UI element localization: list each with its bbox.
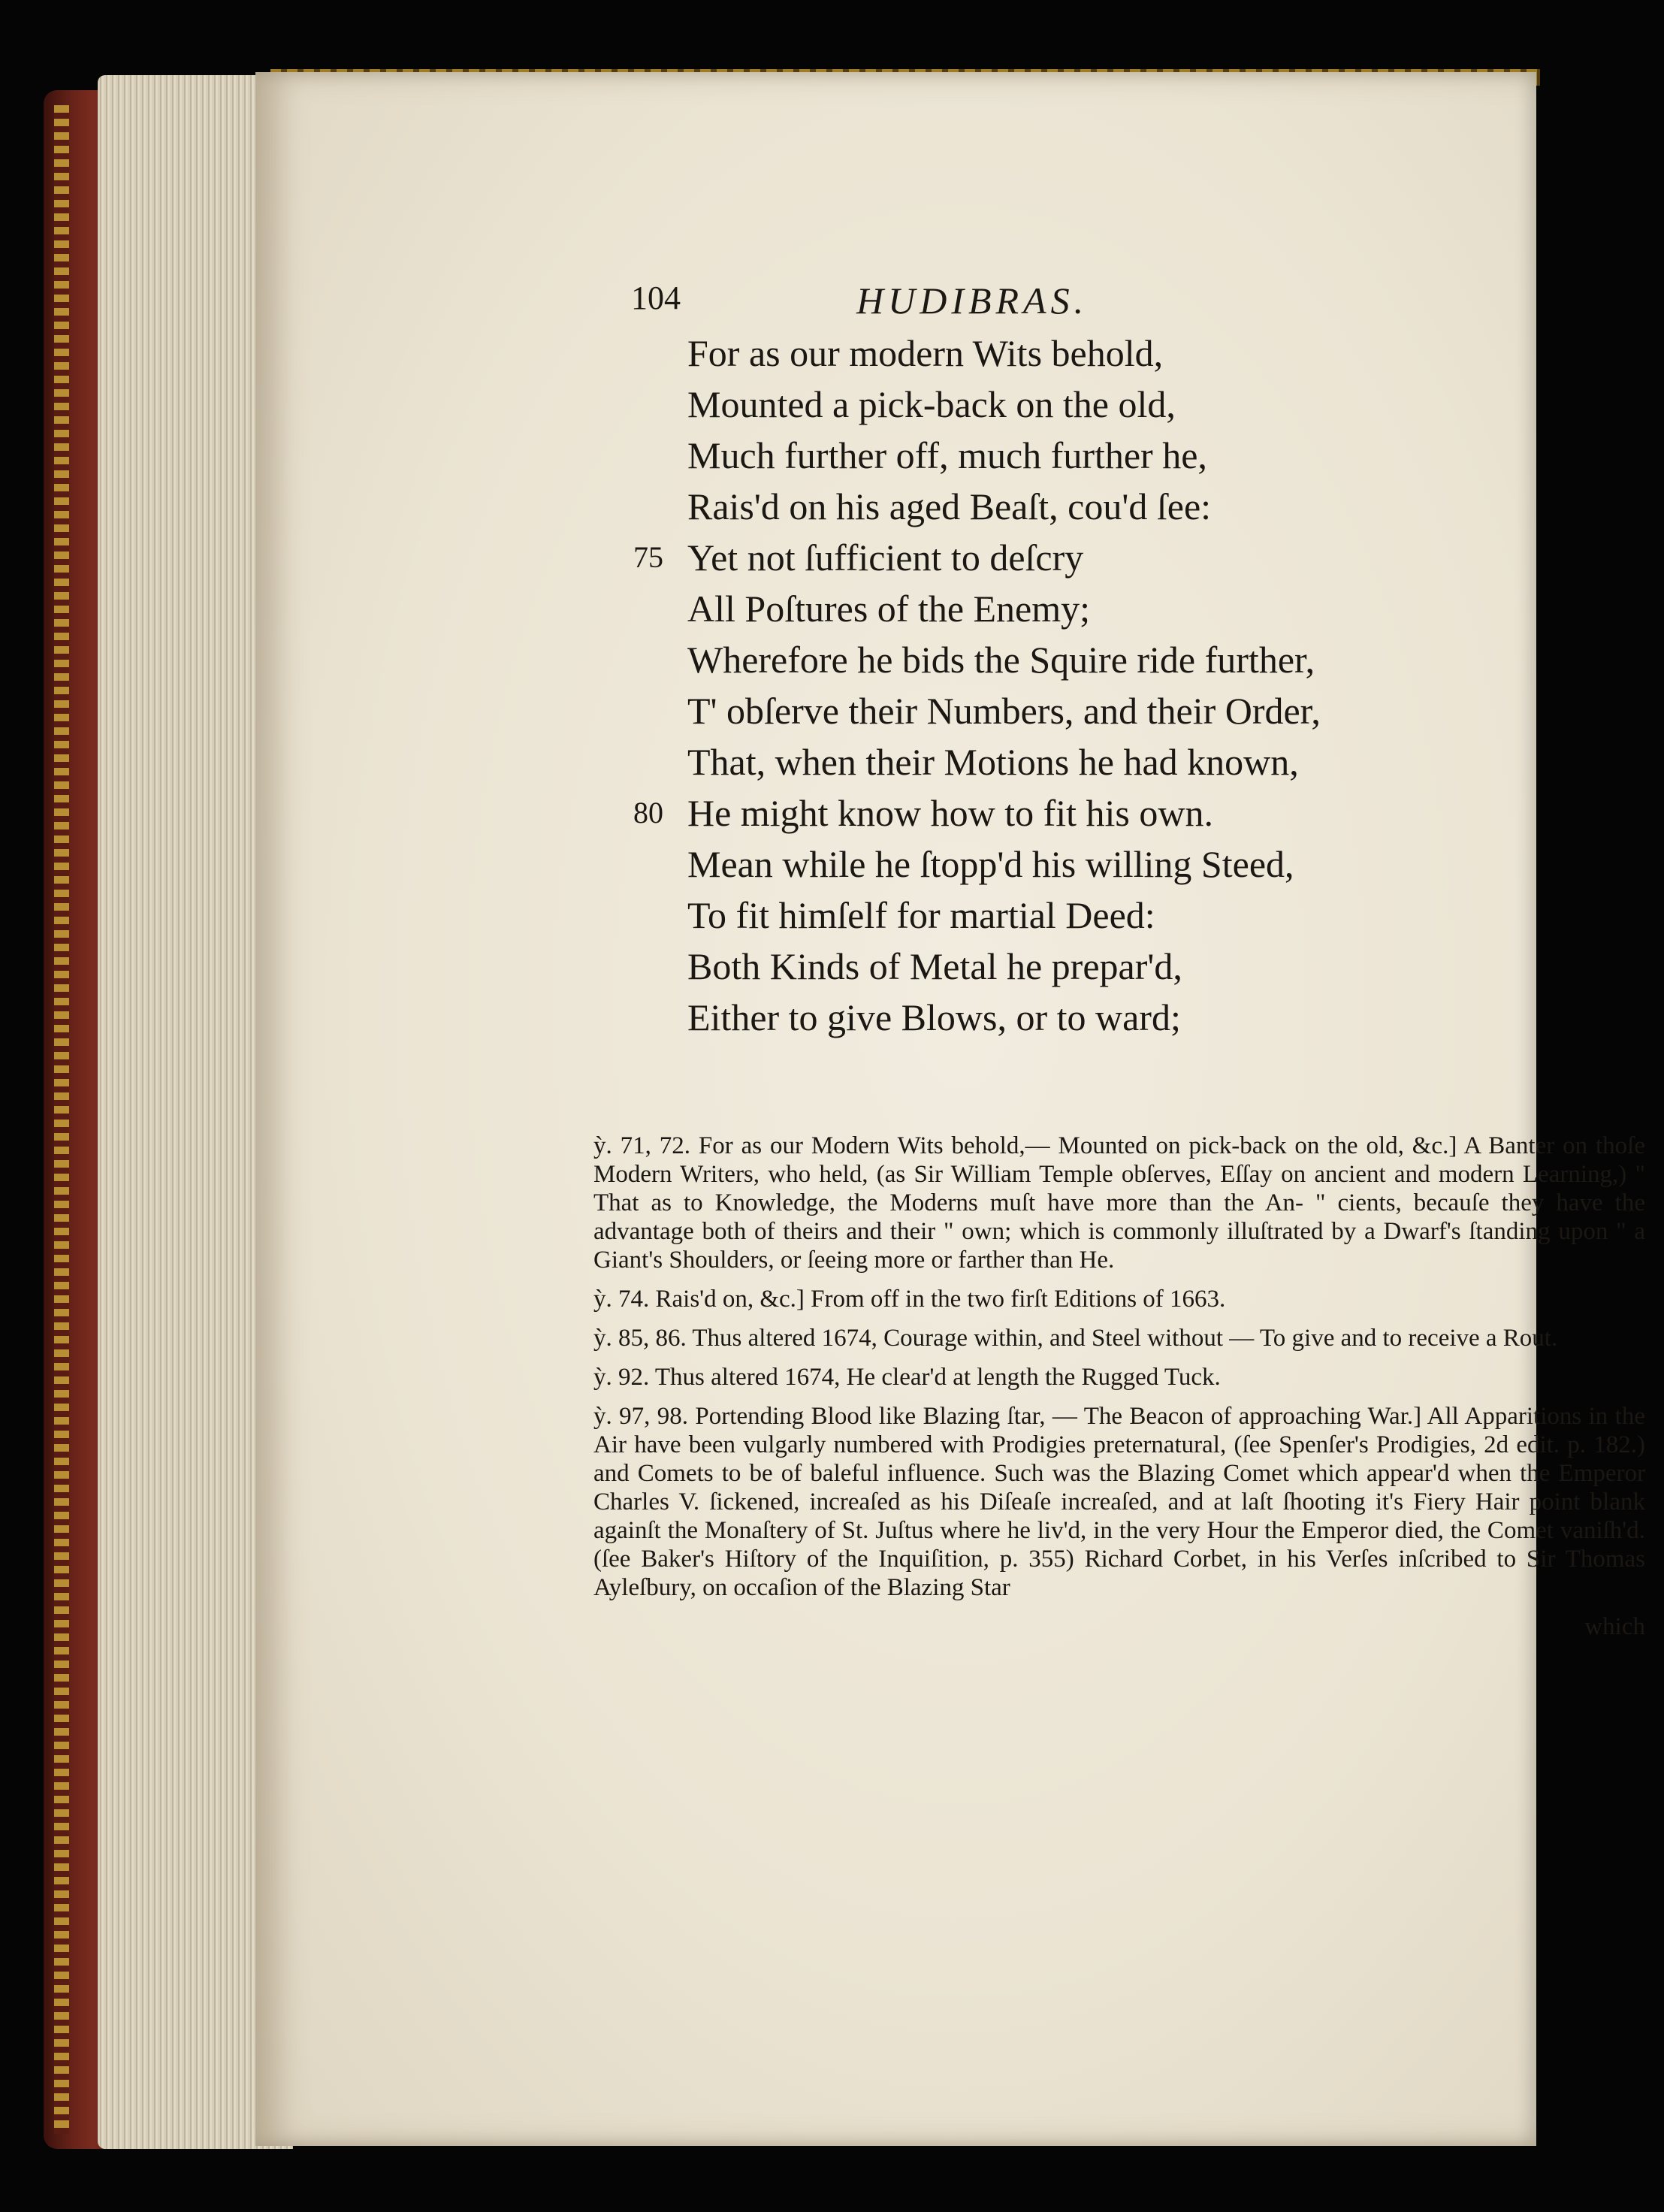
page-content bbox=[255, 72, 1645, 2146]
verse-text: He might know how to fit his own. bbox=[687, 792, 1213, 834]
verse-text: For as our modern Wits behold, bbox=[687, 332, 1164, 374]
verse-line bbox=[687, 328, 1664, 379]
verse-line bbox=[687, 736, 1664, 787]
verse-line bbox=[633, 532, 1664, 583]
verse-text: Wherefore he bids the Squire ride further, bbox=[687, 639, 1315, 681]
footnote: ỳ. 85, 86. Thus altered 1674, Courage within, and Steel without — To give and to receive a Rout. bbox=[593, 1325, 1558, 1352]
verse-line bbox=[687, 379, 1664, 430]
book-page bbox=[255, 72, 1645, 2146]
line-number: 75 bbox=[633, 540, 663, 574]
verse-text: Mounted a pick-back on the old, bbox=[687, 383, 1176, 425]
verse-line bbox=[687, 634, 1664, 685]
verse-text: T' obſerve their Numbers, and their Order, bbox=[687, 690, 1321, 732]
page-number: 104 bbox=[631, 280, 681, 316]
line-number: 80 bbox=[633, 796, 663, 830]
verse-text: Rais'd on his aged Beaſt, cou'd ſee: bbox=[687, 485, 1212, 527]
verse-line bbox=[687, 583, 1664, 634]
catchword: which bbox=[1584, 1613, 1645, 1640]
verse-line bbox=[687, 481, 1664, 532]
verse-line bbox=[687, 430, 1664, 481]
verse-text: Either to give Blows, or to ward; bbox=[687, 996, 1181, 1038]
footnote: ỳ. 74. Rais'd on, &c.] From off in the two firſt Editions of 1663. bbox=[593, 1286, 1226, 1313]
footnote: ỳ. 71, 72. For as our Modern Wits behold,— Mounted on pick-back on the old, &c.] A Banter on thoſe Modern Writers, who held, (as Sir William Temple obſerves, Eſſay on ancient and modern Learning,) " That as to Knowledge, the Moderns muſt have more than the An- " cients, becauſe they have the advantage both of theirs and their " own; which is commonly illuſtrated by a Dwarf's ſtanding upon " a Giant's Shoulders, or ſeeing more or farther than He. bbox=[593, 1132, 1645, 1274]
verse-text: Both Kinds of Metal he prepar'd, bbox=[687, 945, 1182, 987]
running-title: HUDIBRAS. bbox=[856, 280, 1089, 322]
verse-line bbox=[687, 685, 1664, 736]
verse-block bbox=[633, 328, 1664, 1043]
footnote: ỳ. 97, 98. Portending Blood like Blazing ſtar, — The Beacon of approaching War.] All Apparitions in the Air have been vulgarly numbered with Prodigies preternatural, (ſee Spenſer's Prodigies, 2d edit. p. 182.) and Comets to be of baleful influence. Such was the Blazing Comet which appear'd when the Emperor Charles V. ſickened, increaſed as his Diſeaſe increaſed, and at laſt ſhooting it's Fiery Hair point blank againſt the Monaſtery of St. Juſtus where he liv'd, in the very Hour the Emperor died, the Comet vaniſh'd. (ſee Baker's Hiſtory of the Inquiſition, p. 355) Richard Corbet, in his Verſes inſcribed to Sir Thomas Ayleſbury, on occaſion of the Blazing Star bbox=[593, 1403, 1645, 1601]
verse-text: That, when their Motions he had known, bbox=[687, 741, 1299, 783]
verse-line bbox=[687, 890, 1664, 941]
footnote: ỳ. 92. Thus altered 1674, He clear'd at length the Rugged Tuck. bbox=[593, 1364, 1221, 1391]
verse-text: Much further off, much further he, bbox=[687, 434, 1207, 476]
verse-text: Mean while he ſtopp'd his willing Steed, bbox=[687, 843, 1294, 885]
verse-line bbox=[687, 992, 1664, 1043]
binding-gilt-edge bbox=[54, 105, 69, 2134]
verse-text: Yet not ſufficient to deſcry bbox=[687, 536, 1084, 579]
verse-text: To fit himſelf for martial Deed: bbox=[687, 894, 1155, 936]
verse-line bbox=[687, 839, 1664, 890]
verse-line bbox=[687, 941, 1664, 992]
verse-line bbox=[633, 787, 1664, 839]
footnotes bbox=[593, 1132, 1645, 1641]
verse-text: All Poſtures of the Enemy; bbox=[687, 588, 1091, 630]
